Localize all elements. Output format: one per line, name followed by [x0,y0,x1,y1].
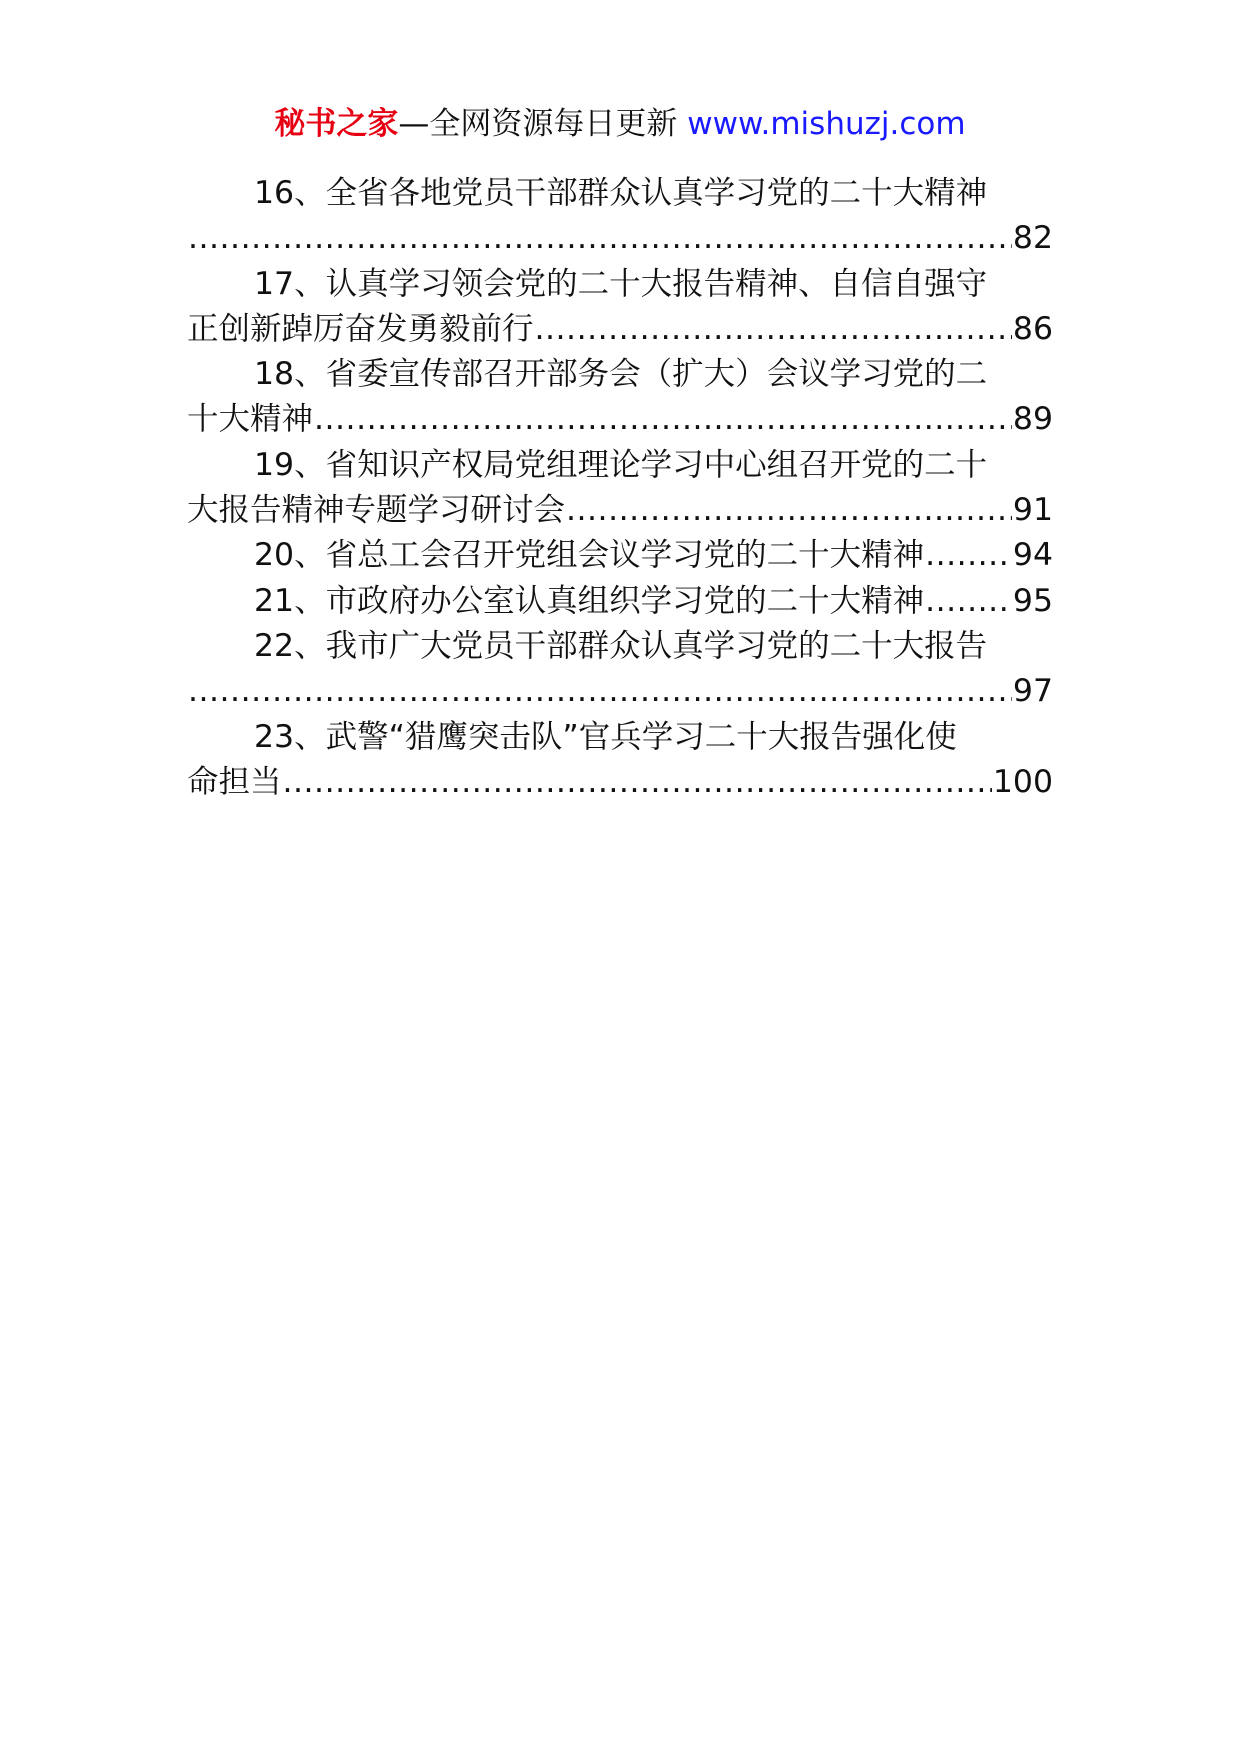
brand-name: 秘书之家 [274,106,399,142]
toc-page-number: 86 [1012,310,1053,347]
toc-page-number: 97 [1012,673,1053,710]
toc-entry-title: 武警“猎鹰突击队”官兵学习二十大报告强化使 [325,718,957,755]
toc-page-number: 91 [1012,492,1053,529]
dot-leader [314,397,1012,442]
toc-entry-title: 我市广大党员干部群众认真学习党的二十大报告 [325,627,988,664]
dot-leader [188,669,1012,714]
toc-entry-title: 市政府办公室认真组织学习党的二十大精神 [325,582,925,619]
toc-entry-number: 23、 [254,718,326,755]
toc-entry-number: 19、 [254,446,326,483]
dot-leader [535,307,1012,352]
toc-entry-22[interactable] [187,624,1053,715]
toc-entry-title-cont: 命担当 [187,763,282,800]
toc-entry-20[interactable] [187,533,1053,578]
toc-entry-number: 22、 [254,627,326,664]
toc-entry-title: 省委宣传部召开部务会（扩大）会议学习党的二 [325,356,988,393]
toc-entry-18[interactable] [187,352,1053,443]
toc-entry-19[interactable] [187,443,1053,534]
dot-leader [925,533,1012,578]
toc-page-number: 89 [1012,401,1053,438]
page-header [0,102,1240,146]
dot-leader [925,579,1012,624]
toc-entry-title: 认真学习领会党的二十大报告精神、自信自强守 [325,265,988,302]
toc-entry-number: 17、 [254,265,326,302]
table-of-contents [187,171,1053,805]
toc-entry-title: 省总工会召开党组会议学习党的二十大精神 [325,537,925,574]
dot-leader [188,216,1012,261]
toc-entry-16[interactable] [187,171,1053,262]
toc-entry-title: 省知识产权局党组理论学习中心组召开党的二十 [325,446,988,483]
toc-entry-number: 16、 [254,175,326,211]
toc-entry-number: 18、 [254,356,326,393]
toc-page-number: 94 [1012,537,1053,574]
toc-entry-17[interactable] [187,262,1053,353]
toc-entry-title-cont: 大报告精神专题学习研讨会 [187,492,566,529]
toc-entry-title: 全省各地党员干部群众认真学习党的二十大精神 [325,175,988,211]
header-url[interactable]: www.mishuzj.com [687,106,966,142]
toc-page-number: 82 [1012,220,1053,257]
toc-entry-number: 20、 [254,537,326,574]
toc-entry-21[interactable] [187,579,1053,624]
toc-page-number: 100 [992,763,1053,800]
dot-leader [283,760,992,805]
toc-entry-23[interactable] [187,715,1053,806]
dot-leader [566,488,1012,533]
toc-entry-title-cont: 正创新踔厉奋发勇毅前行 [187,310,534,347]
toc-page-number: 95 [1012,582,1053,619]
header-slogan: —全网资源每日更新 [398,106,678,142]
toc-entry-title-cont: 十大精神 [187,401,314,438]
toc-entry-number: 21、 [254,582,326,619]
